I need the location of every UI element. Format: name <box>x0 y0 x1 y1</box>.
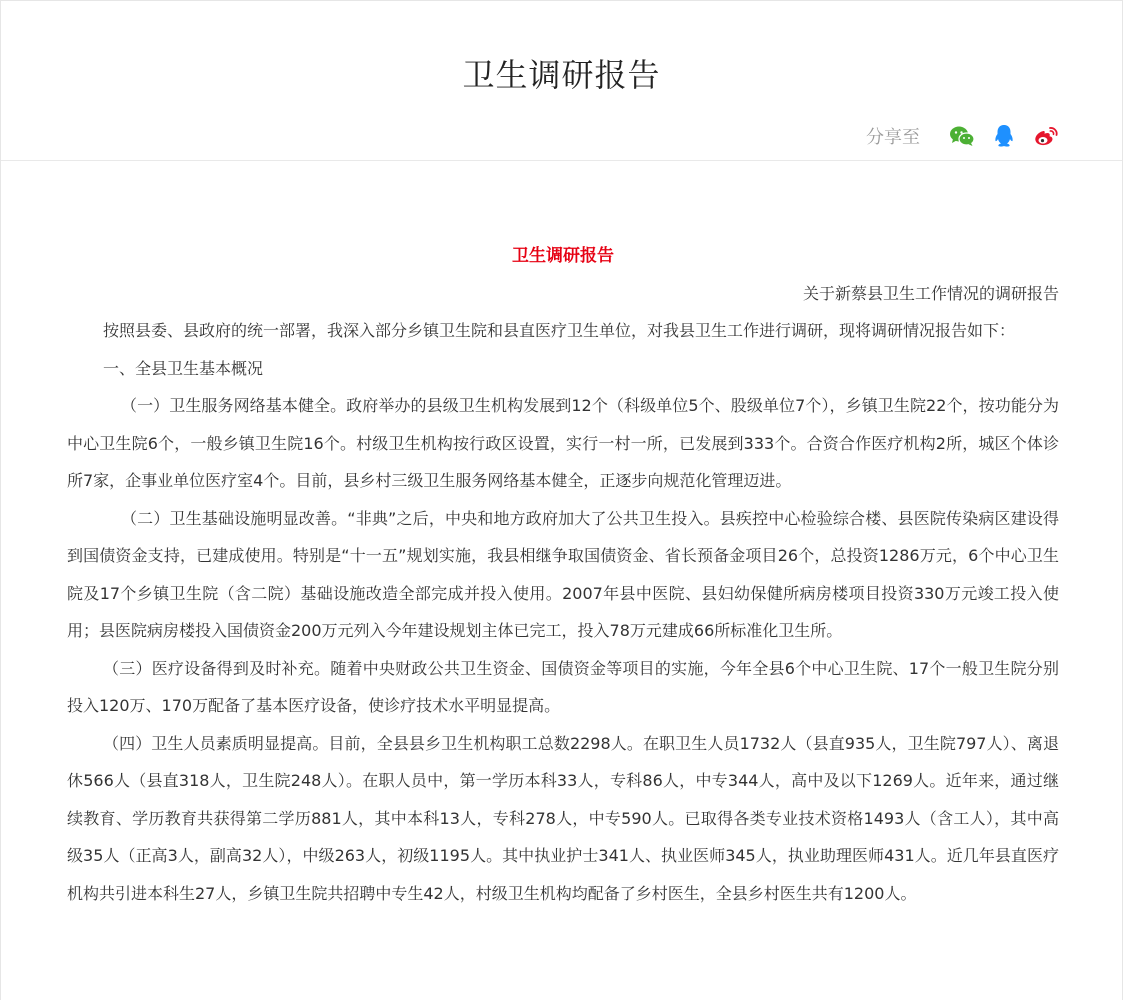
share-bar <box>866 121 1060 151</box>
page-header <box>1 1 1122 161</box>
article-subtitle: 关于新蔡县卫生工作情况的调研报告 <box>802 284 1059 303</box>
paragraph-intro: 按照县委、县政府的统一部署，我深入部分乡镇卫生院和县直医疗卫生单位，对我县卫生工作进行调研，现将调研情况报告如下： <box>103 321 1016 340</box>
section-heading: 一、全县卫生基本概况 <box>103 358 264 378</box>
paragraph-equipment: （三）医疗设备得到及时补充。随着中央财政公共卫生资金、国债资金等项目的实施，今年全县6个中心卫生院、17个一般卫生院分别投入120万、170万配备了基本医疗设备，使诊疗技术水平明显提高。 <box>67 658 1059 715</box>
page-title: 卫生调研报告 <box>462 56 661 94</box>
weibo-icon[interactable] <box>1032 122 1060 150</box>
qq-icon[interactable] <box>990 122 1018 150</box>
wechat-icon[interactable] <box>948 122 976 150</box>
share-label: 分享至 <box>866 127 920 148</box>
article-title: 卫生调研报告 <box>512 246 614 266</box>
article-body <box>67 241 1059 912</box>
paragraph-infrastructure: （二）卫生基础设施明显改善。“非典”之后，中央和地方政府加大了公共卫生投入。县疾控中心检验综合楼、县医院传染病区建设得到国债资金支持，已建成使用。特别是“十一五”规划实施，我县相继争取国债资金、省长预备金项目26个，总投资1286万元，6个中心卫生院及17个乡镇卫生院（含二院）基础设施改造全部完成并投入使用。2007年县中医院、县妇幼保健所病房楼项目投资330万元竣工投入使用；县医院病房楼投入国债资金200万元列入今年建设规划主体已完工，投入78万元建成66所标准化卫生所。 <box>67 508 1059 640</box>
paragraph-staff: （四）卫生人员素质明显提高。目前，全县县乡卫生机构职工总数2298人。在职卫生人员1732人（县直935人，卫生院797人）、离退休566人（县直318人，卫生院248人）。在职人员中，第一学历本科33人，专科86人，中专344人，高中及以下1269人。近年来，通过继续教育、学历教育共获得第二学历881人，其中本科13人，专科278人，中专590人。已取得各类专业技术资格1493人（含工人），其中高级35人（正高3人，副高32人），中级263人，初级1195人。其中执业护士341人、执业医师345人，执业助理医师431人。近几年县直医疗机构共引进本科生27人，乡镇卫生院共招聘中专生42人，村级卫生机构均配备了乡村医生，全县乡村医生共有1200人。 <box>67 733 1059 903</box>
paragraph-network: （一）卫生服务网络基本健全。政府举办的县级卫生机构发展到12个（科级单位5个、股级单位7个），乡镇卫生院22个，按功能分为中心卫生院6个，一般乡镇卫生院16个。村级卫生机构按行政区设置，实行一村一所，已发展到333个。合资合作医疗机构2所，城区个体诊所7家，企事业单位医疗室4个。目前，县乡村三级卫生服务网络基本健全，正逐步向规范化管理迈进。 <box>67 396 1059 490</box>
